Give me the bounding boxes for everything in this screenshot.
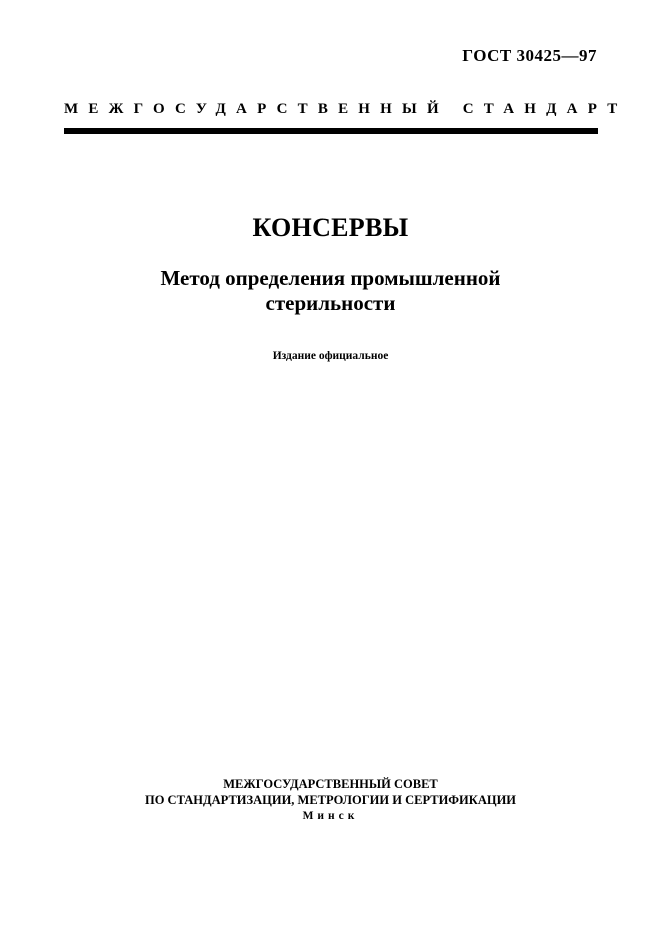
document-number: ГОСТ 30425—97 bbox=[462, 46, 597, 65]
publisher-line: МЕЖГОСУДАРСТВЕННЫЙ СОВЕТ bbox=[223, 777, 438, 791]
standard-type-heading: МЕЖГОСУДАРСТВЕННЫЙ СТАНДАРТ bbox=[64, 101, 628, 117]
subtitle-line: Метод определения промышленной bbox=[160, 266, 501, 290]
subtitle-line: стерильности bbox=[265, 291, 396, 315]
publisher-city: Минск bbox=[302, 810, 359, 822]
document-subtitle bbox=[0, 266, 661, 316]
edition-label: Издание официальное bbox=[272, 350, 389, 362]
publisher-block bbox=[0, 776, 661, 824]
publisher-line: ПО СТАНДАРТИЗАЦИИ, МЕТРОЛОГИИ И СЕРТИФИКАЦИИ bbox=[144, 793, 517, 807]
document-title: КОНСЕРВЫ bbox=[252, 213, 409, 242]
header-rule bbox=[64, 128, 598, 134]
